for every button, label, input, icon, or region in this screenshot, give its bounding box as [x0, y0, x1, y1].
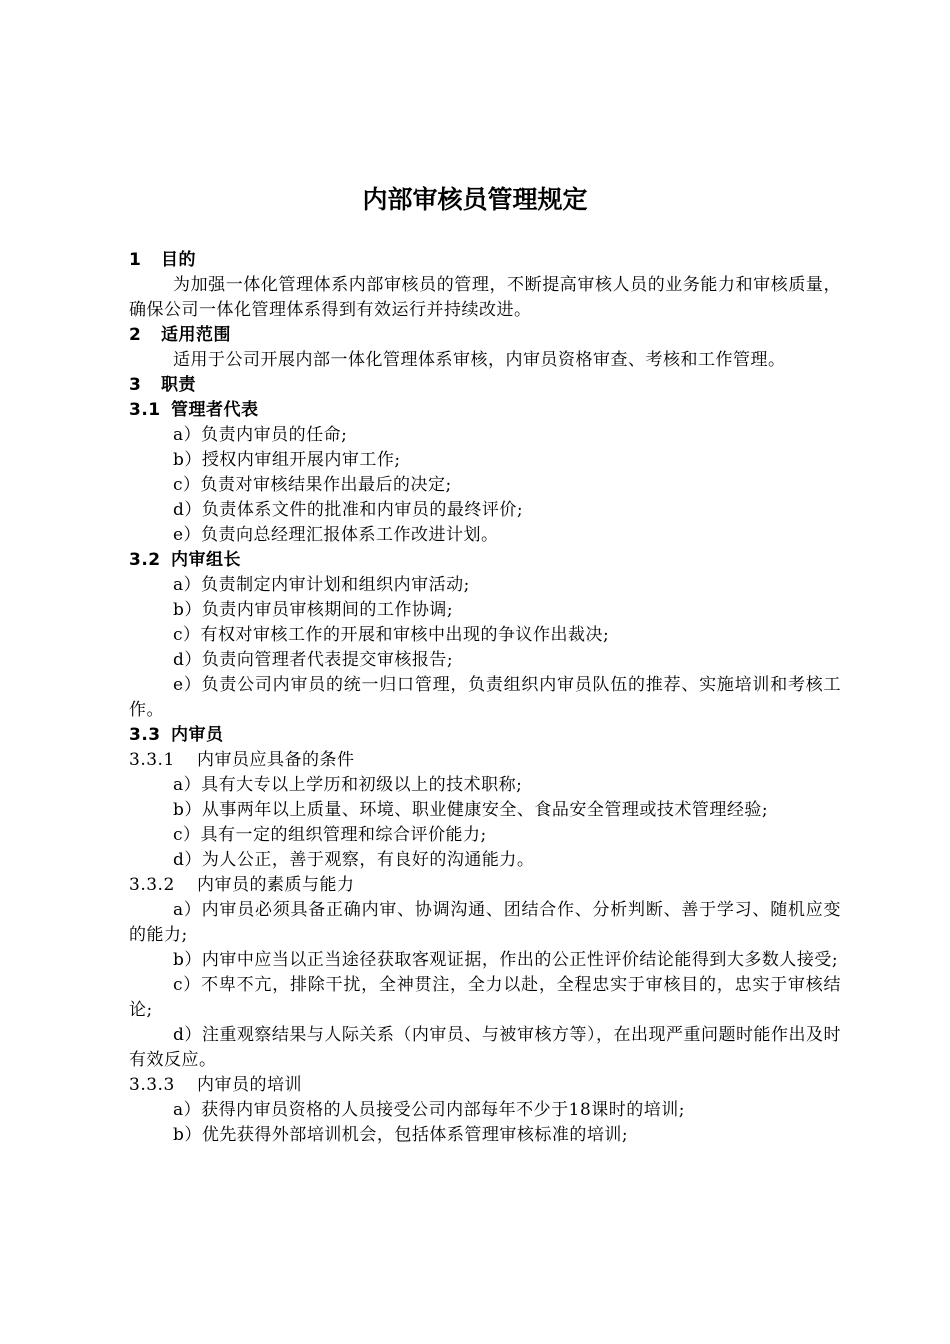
- section-3-3-heading: 3.3 内审员: [129, 725, 224, 745]
- section-2-paragraph: 适用于公司开展内部一体化管理体系审核，内审员资格审查、考核和工作管理。: [173, 350, 786, 370]
- list-item: d）负责向管理者代表提交审核报告;: [173, 650, 454, 670]
- document-title: 内部审核员管理规定: [362, 185, 588, 214]
- list-item: b）内审中应当以正当途径获取客观证据，作出的公正性评价结论能得到大多数人接受;: [173, 950, 839, 970]
- list-item: b）从事两年以上质量、环境、职业健康安全、食品安全管理或技术管理经验;: [173, 800, 769, 820]
- list-item: c）负责对审核结果作出最后的决定;: [173, 475, 452, 495]
- document-body: [129, 248, 841, 1148]
- section-3-3-1-heading: 3.3.1 内审员应具备的条件: [129, 750, 355, 770]
- list-item: b）授权内审组开展内审工作;: [173, 450, 401, 470]
- list-item: d）注重观察结果与人际关系（内审员、与被审核方等），在出现严重问题时能作出及时有效反应。: [129, 1025, 841, 1070]
- section-3-heading: 3 职责: [129, 375, 196, 395]
- section-3-2-heading: 3.2 内审组长: [129, 550, 241, 570]
- section-3-3-2-heading: 3.3.2 内审员的素质与能力: [129, 875, 355, 895]
- list-item: e）负责向总经理汇报体系工作改进计划。: [173, 525, 499, 545]
- list-item: d）为人公正，善于观察，有良好的沟通能力。: [173, 850, 535, 870]
- list-item: c）具有一定的组织管理和综合评价能力;: [173, 825, 487, 845]
- list-item: a）内审员必须具备正确内审、协调沟通、团结合作、分析判断、善于学习、随机应变的能力;: [129, 900, 841, 945]
- list-item: b）优先获得外部培训机会，包括体系管理审核标准的培训;: [173, 1125, 629, 1145]
- section-3-1-heading: 3.1 管理者代表: [129, 400, 259, 420]
- section-1-heading: 1 目的: [129, 250, 196, 270]
- list-item: c）有权对审核工作的开展和审核中出现的争议作出裁决;: [173, 625, 610, 645]
- section-1-paragraph: 为加强一体化管理体系内部审核员的管理，不断提高审核人员的业务能力和审核质量，确保公司一体化管理体系得到有效运行并持续改进。: [129, 275, 841, 320]
- section-3-3-3-heading: 3.3.3 内审员的培训: [129, 1075, 302, 1095]
- list-item: b）负责内审员审核期间的工作协调;: [173, 600, 454, 620]
- list-item: c）不卑不亢，排除干扰，全神贯注，全力以赴，全程忠实于审核目的，忠实于审核结论;: [129, 975, 841, 1020]
- list-item: d）负责体系文件的批准和内审员的最终评价;: [173, 500, 524, 520]
- list-item: a）获得内审员资格的人员接受公司内部每年不少于18课时的培训;: [173, 1100, 685, 1120]
- list-item: a）负责内审员的任命;: [173, 425, 348, 445]
- list-item: e）负责公司内审员的统一归口管理，负责组织内审员队伍的推荐、实施培训和考核工作。: [129, 675, 841, 720]
- list-item: a）具有大专以上学历和初级以上的技术职称;: [173, 775, 523, 795]
- section-2-heading: 2 适用范围: [129, 325, 231, 345]
- list-item: a）负责制定内审计划和组织内审活动;: [173, 575, 470, 595]
